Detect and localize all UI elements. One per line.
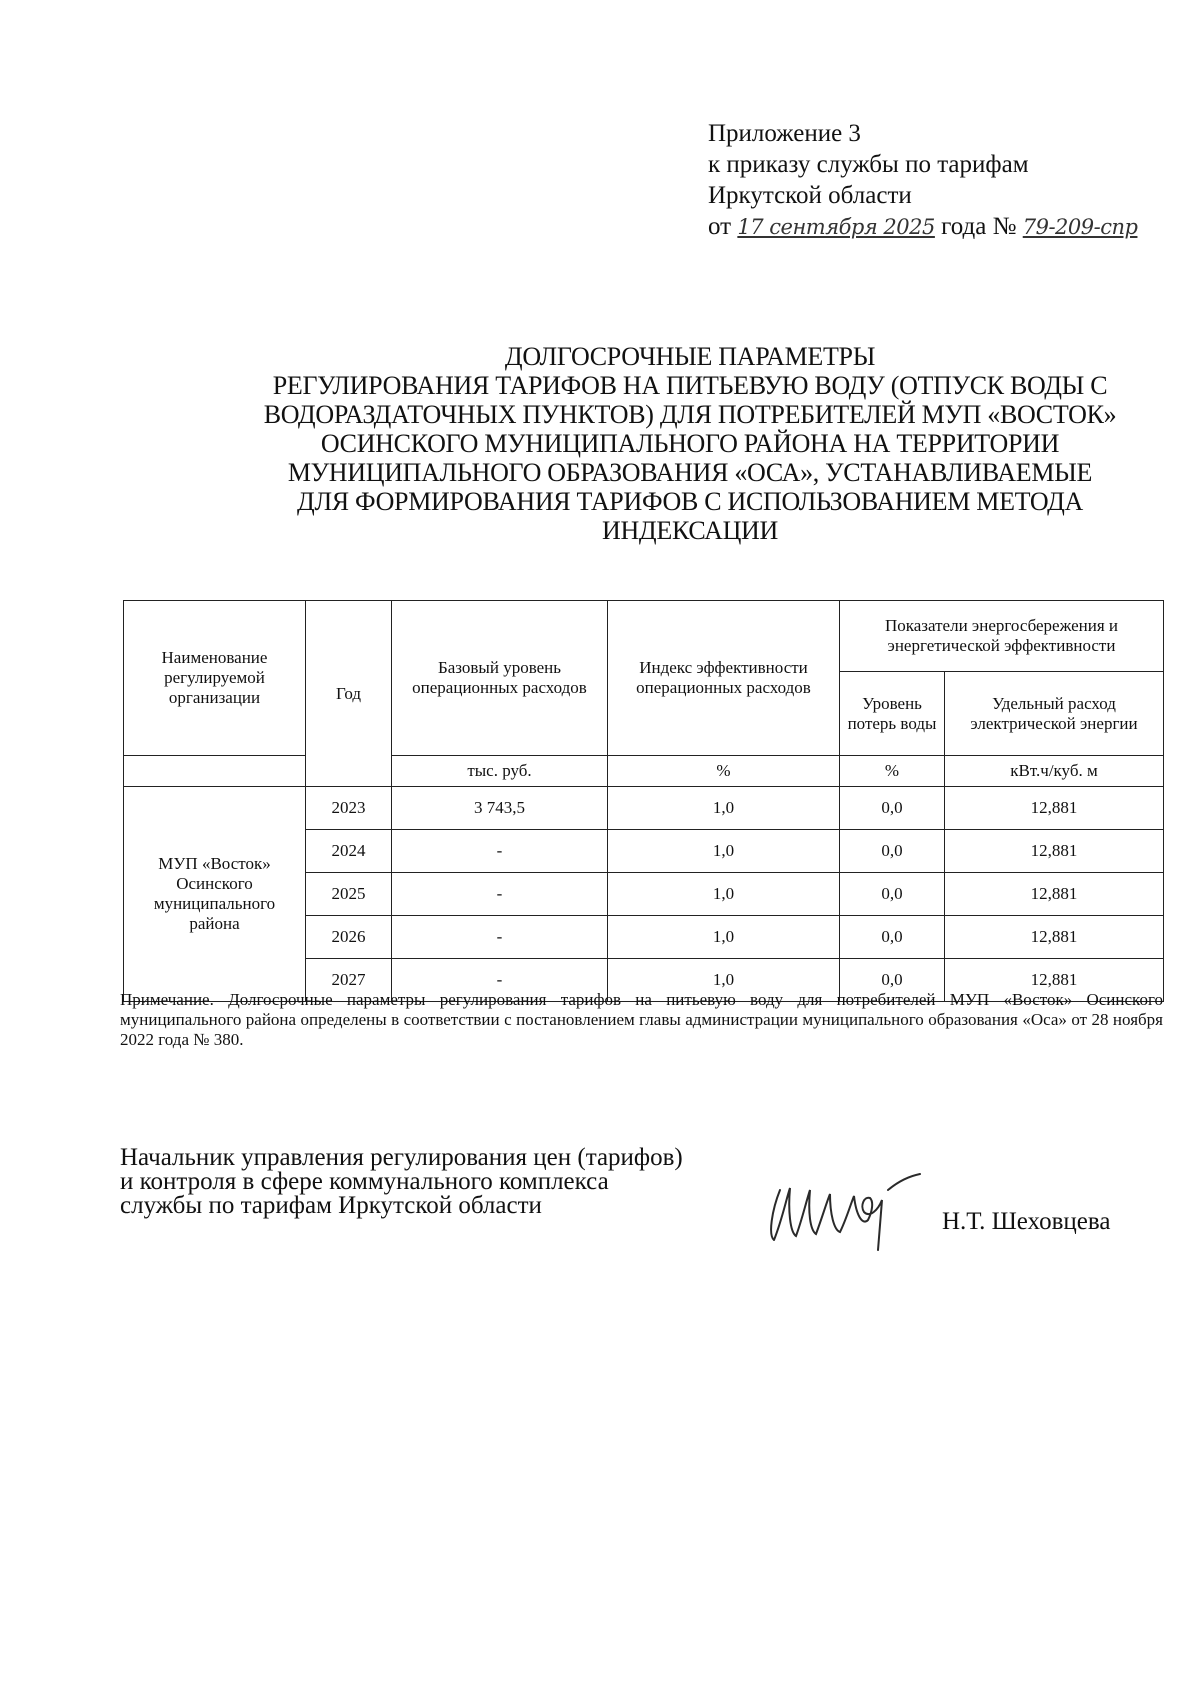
appendix-header [708, 118, 1137, 243]
appendix-line-1: Приложение 3 [708, 120, 861, 147]
signer-line: Начальник управления регулирования цен (тарифов) [120, 1144, 683, 1171]
handwritten-number: 79-209-спр [1022, 215, 1138, 239]
cell-loss: 0,0 [840, 830, 945, 873]
cell-year: 2025 [306, 873, 392, 916]
cell-year: 2023 [306, 787, 392, 830]
cell-index: 1,0 [608, 959, 840, 1002]
signer-line: службы по тарифам Иркутской области [120, 1192, 542, 1219]
cell-index: 1,0 [608, 873, 840, 916]
cell-year: 2026 [306, 916, 392, 959]
date-prefix: от [708, 213, 732, 240]
title-line: РЕГУЛИРОВАНИЯ ТАРИФОВ НА ПИТЬЕВУЮ ВОДУ (ОТПУСК ВОДЫ С [272, 371, 1108, 400]
cell-loss: 0,0 [840, 787, 945, 830]
header-organization: Наименование регулируемой организации [124, 601, 306, 756]
document-title [200, 342, 1180, 545]
cell-loss: 0,0 [840, 873, 945, 916]
signer-name: Н.Т. Шеховцева [942, 1208, 1111, 1235]
signer-line: и контроля в сфере коммунального комплекса [120, 1168, 609, 1195]
cell-year: 2027 [306, 959, 392, 1002]
cell-index: 1,0 [608, 916, 840, 959]
title-line: ДОЛГОСРОЧНЫЕ ПАРАМЕТРЫ [504, 342, 876, 371]
appendix-date-line [708, 211, 1137, 243]
unit-loss: % [840, 756, 945, 787]
signer-title [120, 1146, 683, 1218]
handwritten-date: 17 сентября 2025 [737, 215, 935, 239]
cell-base: - [392, 873, 608, 916]
cell-loss: 0,0 [840, 959, 945, 1002]
unit-base: тыс. руб. [392, 756, 608, 787]
parameters-table [123, 600, 1164, 1002]
cell-base: 3 743,5 [392, 787, 608, 830]
cell-specific: 12,881 [945, 959, 1164, 1002]
cell-index: 1,0 [608, 787, 840, 830]
table-row [124, 787, 1164, 830]
note-paragraph: Примечание. Долгосрочные параметры регулирования тарифов на питьевую воду для потребителей МУП «Восток» Осинского муниципального района определены в соответствии с постановлением главы администрации муниципального образования «Оса» от 28 ноября 2022 года № 380. [120, 990, 1163, 1049]
title-line: ОСИНСКОГО МУНИЦИПАЛЬНОГО РАЙОНА НА ТЕРРИТОРИИ [320, 429, 1060, 458]
header-efficiency-index: Индекс эффективности операционных расходов [608, 601, 840, 756]
header-base-level: Базовый уровень операционных расходов [392, 601, 608, 756]
title-line: МУНИЦИПАЛЬНОГО ОБРАЗОВАНИЯ «ОСА», УСТАНАВЛИВАЕМЫЕ [287, 458, 1093, 487]
header-year: Год [306, 601, 392, 787]
appendix-line-2: к приказу службы по тарифам [708, 151, 1029, 178]
year-word: года № [941, 213, 1017, 240]
cell-base: - [392, 916, 608, 959]
cell-year: 2024 [306, 830, 392, 873]
unit-empty [124, 756, 306, 787]
unit-specific: кВт.ч/куб. м [945, 756, 1164, 787]
appendix-line-3: Иркутской области [708, 182, 912, 209]
title-line: ВОДОРАЗДАТОЧНЫХ ПУНКТОВ) ДЛЯ ПОТРЕБИТЕЛЕЙ МУП «ВОСТОК» [263, 400, 1117, 429]
header-specific-consumption: Удельный расход электрической энергии [945, 672, 1164, 756]
handwritten-signature-icon [760, 1160, 950, 1255]
header-water-loss: Уровень потерь воды [840, 672, 945, 756]
cell-specific: 12,881 [945, 873, 1164, 916]
header-energy-group: Показатели энергосбережения и энергетической эффективности [840, 601, 1164, 672]
cell-loss: 0,0 [840, 916, 945, 959]
organization-cell: МУП «Восток» Осинского муниципального района [124, 787, 306, 1002]
cell-index: 1,0 [608, 830, 840, 873]
title-line: ИНДЕКСАЦИИ [601, 516, 779, 545]
cell-specific: 12,881 [945, 787, 1164, 830]
cell-base: - [392, 959, 608, 1002]
cell-specific: 12,881 [945, 916, 1164, 959]
cell-base: - [392, 830, 608, 873]
title-line: ДЛЯ ФОРМИРОВАНИЯ ТАРИФОВ С ИСПОЛЬЗОВАНИЕМ МЕТОДА [297, 487, 1083, 516]
unit-index: % [608, 756, 840, 787]
cell-specific: 12,881 [945, 830, 1164, 873]
